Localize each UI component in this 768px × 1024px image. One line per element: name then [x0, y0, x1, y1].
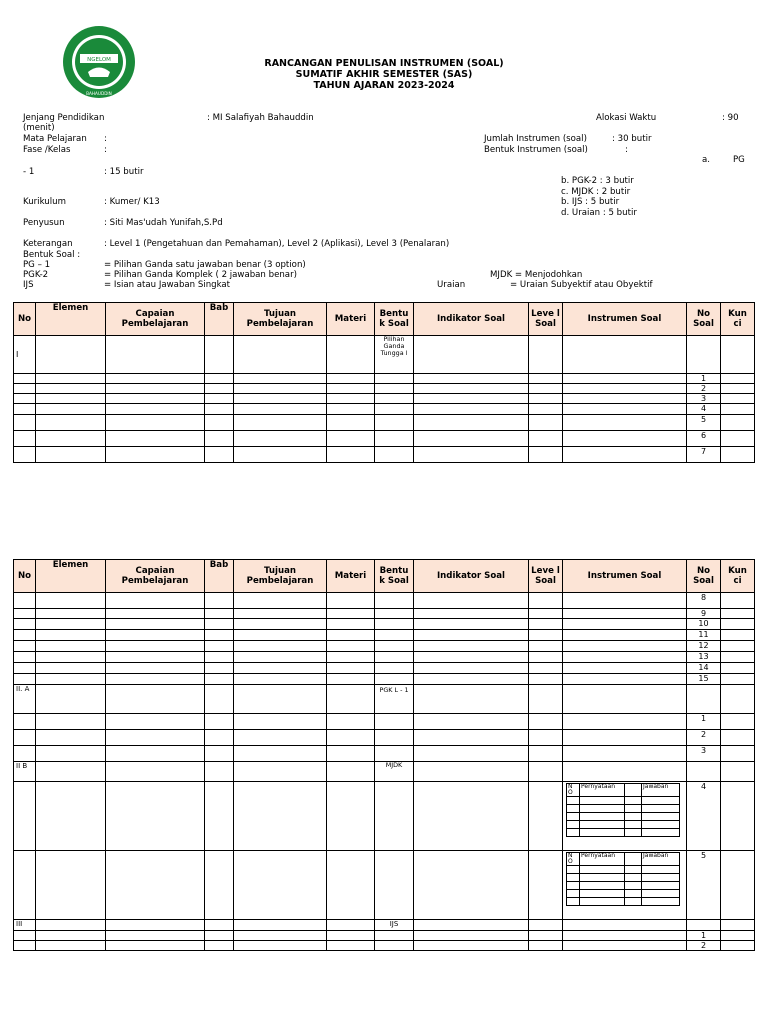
opt-pg: PG	[733, 155, 745, 165]
col-bab: Bab	[205, 303, 234, 336]
no-soal: 2	[687, 941, 721, 951]
inner-jawaban: Jawaban	[642, 784, 680, 797]
no-soal: 3	[687, 394, 721, 404]
mapel-label: Mata Pelajaran	[23, 134, 87, 144]
no-soal: 3	[687, 746, 721, 762]
section-no: II B	[14, 762, 36, 782]
col-capaian: Capaian Pembelajaran	[106, 560, 205, 593]
table-row	[14, 641, 755, 652]
no-soal: 10	[687, 619, 721, 630]
madrasah-logo	[62, 25, 136, 99]
col-tujuan: Tujuan Pembelajaran	[234, 303, 327, 336]
table-row	[14, 762, 755, 782]
inner-no: N O	[567, 784, 580, 797]
no-soal: 5	[687, 415, 721, 431]
no-soal: 1	[687, 714, 721, 730]
keterangan-value: : Level 1 (Pengetahuan dan Pemahaman), Level 2 (Aplikasi), Level 3 (Penalaran)	[104, 239, 450, 249]
no-soal: 1	[687, 374, 721, 384]
col-materi: Materi	[327, 303, 375, 336]
no-soal: 8	[687, 593, 721, 609]
no-soal: 12	[687, 641, 721, 652]
col-bab: Bab	[205, 560, 234, 593]
opt-pgk: b. PGK-2 : 3 butir	[561, 176, 634, 186]
table-row	[14, 619, 755, 630]
table-row	[14, 415, 755, 431]
col-no: No	[14, 303, 36, 336]
opt-ijs: b. IJS : 5 butir	[561, 197, 620, 207]
table-row	[14, 851, 755, 920]
col-kunci: Kun ci	[721, 560, 755, 593]
instrument-table-2	[13, 559, 755, 951]
table-row	[14, 630, 755, 641]
mjdk-key: MJDK = Menjodohkan	[490, 270, 583, 280]
col-indikator: Indikator Soal	[414, 560, 529, 593]
table-header-row	[14, 560, 755, 593]
col-no: No	[14, 560, 36, 593]
section-bentuk: IJS	[375, 920, 414, 931]
no-soal: 4	[687, 782, 721, 851]
jumlah-value: : 30 butir	[612, 134, 652, 144]
no-soal: 14	[687, 663, 721, 674]
table-row	[14, 674, 755, 685]
penyusun-label: Penyusun	[23, 218, 65, 228]
col-kunci: Kun ci	[721, 303, 755, 336]
opt-a: a.	[702, 155, 710, 165]
fase-colon: :	[104, 145, 107, 155]
section-no: II. A	[14, 685, 36, 714]
penyusun-value: : Siti Mas'udah Yunifah,S.Pd	[104, 218, 223, 228]
table-row	[14, 941, 755, 951]
col-nosoal: No Soal	[687, 303, 721, 336]
logo-text-bottom: BAHAUDDIN	[86, 91, 112, 96]
table-row	[14, 394, 755, 404]
table-row	[14, 404, 755, 415]
inner-jawaban: Jawaban	[642, 853, 680, 866]
col-elemen: Elemen	[36, 303, 106, 336]
pgk2-key: PGK-2	[23, 270, 49, 280]
fase-label: Fase /Kelas	[23, 145, 71, 155]
no-soal: 9	[687, 609, 721, 619]
table-row	[14, 782, 755, 851]
doc-title-3: TAHUN AJARAN 2023-2024	[313, 80, 455, 91]
pg1-key: PG – 1	[23, 260, 51, 270]
inner-no: N O	[567, 853, 580, 866]
col-indikator: Indikator Soal	[414, 303, 529, 336]
no-soal: 2	[687, 384, 721, 394]
ijs-desc: = Isian atau Jawaban Singkat	[104, 280, 231, 290]
table-row	[14, 384, 755, 394]
no-soal: 7	[687, 447, 721, 463]
table-row	[14, 714, 755, 730]
table-row	[14, 374, 755, 384]
jumlah-label: Jumlah Instrumen (soal)	[484, 134, 587, 144]
instrument-table-1	[13, 302, 755, 463]
matching-table	[566, 783, 680, 837]
jenjang-value: : MI Salafiyah Bahauddin	[207, 113, 314, 123]
section-no: III	[14, 920, 36, 931]
jenjang-label: Jenjang Pendidikan	[23, 113, 105, 123]
table-row	[14, 652, 755, 663]
doc-title-2: SUMATIF AKHIR SEMESTER (SAS)	[295, 69, 473, 80]
bentuk-soal-label: Bentuk Soal :	[23, 250, 81, 260]
table-row	[14, 609, 755, 619]
opt-mjdk: c. MJDK : 2 butir	[561, 187, 631, 197]
bentuk-colon: :	[625, 145, 628, 155]
section-bentuk: MJDK	[375, 762, 414, 782]
col-level: Leve l Soal	[529, 303, 563, 336]
col-bentuk: Bentu k Soal	[375, 303, 414, 336]
kurikulum-value: : Kumer/ K13	[104, 197, 160, 207]
col-bentuk: Bentu k Soal	[375, 560, 414, 593]
section-bentuk: Pilihan Ganda Tungga l	[375, 336, 414, 374]
pgk2-desc: = Pilihan Ganda Komplek ( 2 jawaban benar)	[104, 270, 297, 280]
table-row	[14, 431, 755, 447]
no-soal: 5	[687, 851, 721, 920]
table-row	[14, 593, 755, 609]
bentuk-label: Bentuk Instrumen (soal)	[484, 145, 588, 155]
pg1-value: : 15 butir	[104, 167, 144, 177]
inner-pernyataan: Pernyataan	[580, 853, 625, 866]
no-soal: 4	[687, 404, 721, 415]
logo-text-top: NGELOM	[87, 57, 111, 63]
table-row	[14, 746, 755, 762]
table-row	[14, 931, 755, 941]
table-header-row	[14, 303, 755, 336]
pg1-desc: = Pilihan Ganda satu jawaban benar (3 option)	[104, 260, 306, 270]
col-elemen: Elemen	[36, 560, 106, 593]
doc-title-1: RANCANGAN PENULISAN INSTRUMEN (SOAL)	[264, 58, 504, 69]
no-soal: 1	[687, 931, 721, 941]
col-capaian: Capaian Pembelajaran	[106, 303, 205, 336]
table-row	[14, 920, 755, 931]
menit-text: (menit)	[23, 123, 55, 133]
uraian-desc: = Uraian Subyektif atau Obyektif	[510, 280, 653, 290]
table-row	[14, 685, 755, 714]
inner-pernyataan: Pernyataan	[580, 784, 625, 797]
alokasi-value: : 90	[722, 113, 739, 123]
table-row	[14, 447, 755, 463]
col-materi: Materi	[327, 560, 375, 593]
pg1-label: - 1	[23, 167, 35, 177]
col-level: Leve l Soal	[529, 560, 563, 593]
col-nosoal: No Soal	[687, 560, 721, 593]
section-bentuk: PGK L - 1	[375, 685, 414, 714]
col-instrumen: Instrumen Soal	[563, 560, 687, 593]
opt-uraian: d. Uraian : 5 butir	[561, 208, 637, 218]
mapel-colon: :	[104, 134, 107, 144]
col-instrumen: Instrumen Soal	[563, 303, 687, 336]
keterangan-label: Keterangan	[23, 239, 73, 249]
alokasi-label: Alokasi Waktu	[596, 113, 657, 123]
kurikulum-label: Kurikulum	[23, 197, 66, 207]
no-soal: 13	[687, 652, 721, 663]
no-soal: 15	[687, 674, 721, 685]
no-soal: 6	[687, 431, 721, 447]
uraian-key: Uraian	[437, 280, 466, 290]
table-row	[14, 336, 755, 374]
table-row	[14, 730, 755, 746]
table-row	[14, 663, 755, 674]
section-no: I	[14, 336, 36, 374]
matching-table	[566, 852, 680, 906]
no-soal: 11	[687, 630, 721, 641]
no-soal: 2	[687, 730, 721, 746]
ijs-key: IJS	[23, 280, 34, 290]
col-tujuan: Tujuan Pembelajaran	[234, 560, 327, 593]
